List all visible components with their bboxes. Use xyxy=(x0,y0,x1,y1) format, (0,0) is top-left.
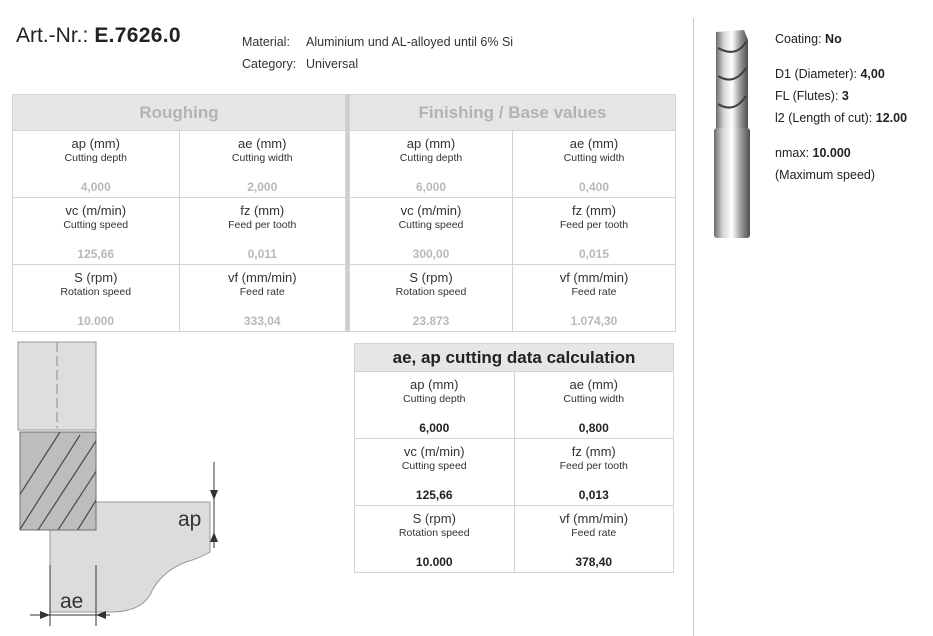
param-name: vc (m/min) xyxy=(403,444,465,459)
param-name: ap (mm) xyxy=(406,136,456,151)
flutes-info xyxy=(775,89,849,103)
param-name: vf (mm/min) xyxy=(227,270,297,285)
finishing-vc-cell xyxy=(350,198,513,265)
calculation-title: ae, ap cutting data calculation xyxy=(355,344,674,372)
param-name: ae (mm) xyxy=(569,377,618,392)
max-speed-info xyxy=(775,146,851,160)
finishing-table xyxy=(349,94,676,332)
calculation-table xyxy=(354,343,674,573)
flutes-value: 3 xyxy=(841,89,849,103)
calc-s-cell xyxy=(355,506,515,573)
param-desc: Feed per tooth xyxy=(228,219,297,231)
calc-ae-cell xyxy=(514,372,674,439)
material-info xyxy=(242,31,513,75)
length-of-cut-info xyxy=(775,111,907,125)
param-value: 333,04 xyxy=(243,314,281,328)
max-speed-label: nmax: xyxy=(775,146,810,160)
param-name: fz (mm) xyxy=(240,203,285,218)
coating-value: No xyxy=(825,32,842,46)
param-desc: Rotation speed xyxy=(60,286,132,298)
roughing-s-cell xyxy=(13,265,180,332)
param-value: 378,40 xyxy=(575,555,613,569)
param-value: 0,400 xyxy=(578,180,610,194)
article-label: Art.-Nr.: xyxy=(16,24,89,47)
panel-divider xyxy=(693,18,694,636)
param-value: 4,000 xyxy=(80,180,111,194)
param-name: vc (m/min) xyxy=(400,203,462,218)
param-name: vc (m/min) xyxy=(65,203,127,218)
param-value: 125,66 xyxy=(415,488,453,502)
end-mill-shank xyxy=(714,128,750,238)
param-desc: Cutting speed xyxy=(63,219,129,231)
param-name: vf (mm/min) xyxy=(559,511,629,526)
param-desc: Cutting width xyxy=(231,152,293,164)
param-desc: Feed per tooth xyxy=(559,219,629,231)
ap-arrow-top xyxy=(210,490,218,500)
roughing-table xyxy=(12,94,346,332)
material-label: Material: xyxy=(242,35,290,49)
param-value: 0,800 xyxy=(578,421,609,435)
param-desc: Cutting width xyxy=(563,393,625,405)
param-value: 6,000 xyxy=(419,421,450,435)
param-value: 23.873 xyxy=(412,314,450,328)
article-number xyxy=(16,24,181,48)
category-value: Universal xyxy=(306,57,359,71)
param-value: 10.000 xyxy=(415,555,453,569)
max-speed-value: 10.000 xyxy=(812,146,851,160)
ap-arrow-bottom xyxy=(210,532,218,542)
roughing-fz-cell xyxy=(179,198,346,265)
param-name: fz (mm) xyxy=(571,203,617,218)
param-desc: Cutting width xyxy=(563,152,625,164)
cutting-diagram xyxy=(0,340,340,636)
finishing-vf-cell xyxy=(513,265,676,332)
param-name: S (rpm) xyxy=(74,270,118,285)
param-name: ae (mm) xyxy=(238,136,287,151)
end-mill-image xyxy=(708,28,758,242)
param-name: ap (mm) xyxy=(71,136,120,151)
finishing-ap-cell xyxy=(350,131,513,198)
ap-label: ap xyxy=(178,508,202,531)
param-name: ap (mm) xyxy=(410,377,459,392)
param-value: 300,00 xyxy=(412,247,450,261)
ae-label: ae xyxy=(60,590,84,613)
param-name: ae (mm) xyxy=(569,136,619,151)
param-value: 0,015 xyxy=(578,247,610,261)
param-value: 0,011 xyxy=(247,247,277,261)
param-value: 125,66 xyxy=(77,247,115,261)
roughing-title: Roughing xyxy=(13,95,346,131)
param-value: 0,013 xyxy=(578,488,609,502)
param-value: 1.074,30 xyxy=(570,314,618,328)
param-desc: Cutting speed xyxy=(398,219,464,231)
param-name: vf (mm/min) xyxy=(559,270,629,285)
article-value: E.7626.0 xyxy=(94,24,181,47)
roughing-vf-cell xyxy=(179,265,346,332)
flutes-label: FL (Flutes): xyxy=(775,89,839,103)
param-value: 10.000 xyxy=(77,314,115,328)
param-value: 6,000 xyxy=(415,180,447,194)
material-value: Aluminium und AL-alloyed until 6% Si xyxy=(306,35,514,49)
param-desc: Cutting depth xyxy=(64,152,127,164)
coating-label: Coating: xyxy=(775,32,822,46)
param-desc: Rotation speed xyxy=(398,527,470,539)
param-desc: Cutting speed xyxy=(401,460,467,472)
param-desc: Cutting depth xyxy=(399,152,463,164)
param-desc: Feed rate xyxy=(571,286,617,298)
finishing-fz-cell xyxy=(513,198,676,265)
diameter-label: D1 (Diameter): xyxy=(775,67,857,81)
param-desc: Rotation speed xyxy=(395,286,467,298)
param-desc: Feed per tooth xyxy=(559,460,628,472)
max-speed-desc: (Maximum speed) xyxy=(775,168,876,182)
param-name: fz (mm) xyxy=(571,444,616,459)
param-name: S (rpm) xyxy=(412,511,456,526)
ae-arrow-left xyxy=(40,611,50,619)
finishing-ae-cell xyxy=(513,131,676,198)
length-of-cut-value: 12.00 xyxy=(875,111,908,125)
category-label: Category: xyxy=(242,57,297,71)
diameter-value: 4,00 xyxy=(860,67,885,81)
coating-info xyxy=(775,32,842,46)
param-desc: Feed rate xyxy=(239,286,285,298)
roughing-ae-cell xyxy=(179,131,346,198)
calc-vc-cell xyxy=(355,439,515,506)
roughing-ap-cell xyxy=(13,131,180,198)
roughing-vc-cell xyxy=(13,198,180,265)
param-name: S (rpm) xyxy=(409,270,453,285)
tool-cutter xyxy=(20,432,96,530)
param-desc: Cutting depth xyxy=(403,393,466,405)
param-value: 2,000 xyxy=(247,180,278,194)
length-of-cut-label: l2 (Length of cut): xyxy=(775,111,873,125)
diameter-info xyxy=(775,67,885,81)
param-desc: Feed rate xyxy=(571,527,617,539)
finishing-title: Finishing / Base values xyxy=(350,95,676,131)
finishing-s-cell xyxy=(350,265,513,332)
calc-fz-cell xyxy=(514,439,674,506)
calc-vf-cell xyxy=(514,506,674,573)
calc-ap-cell xyxy=(355,372,515,439)
